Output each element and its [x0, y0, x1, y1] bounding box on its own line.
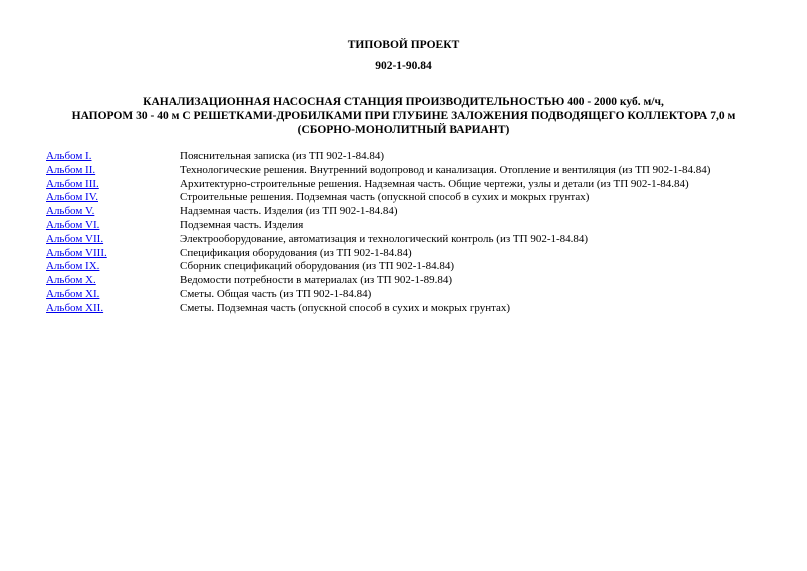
album-description: Спецификация оборудования (из ТП 902-1-84.84): [180, 246, 412, 259]
album-description: Электрооборудование, автоматизация и технологический контроль (из ТП 902-1-84.84): [180, 232, 589, 245]
album-link-12[interactable]: Альбом XII.: [46, 301, 104, 314]
project-title-line-1: КАНАЛИЗАЦИОННАЯ НАСОСНАЯ СТАНЦИЯ ПРОИЗВОДИТЕЛЬНОСТЬЮ 400 - 2000 куб. м/ч,: [143, 96, 664, 108]
album-description: Ведомости потребности в материалах (из ТП 902-1-89.84): [180, 274, 453, 287]
album-row: [46, 233, 786, 247]
album-description: Подземная часть. Изделия: [180, 218, 304, 231]
album-description: Сборник спецификаций оборудования (из ТП 902-1-84.84): [180, 260, 455, 273]
album-description: Строительные решения. Подземная часть (опускной способ в сухих и мокрых грунтах): [180, 191, 590, 204]
album-row: [46, 164, 786, 178]
album-row: [46, 260, 786, 274]
album-row: [46, 178, 786, 192]
album-link-5[interactable]: Альбом V.: [46, 205, 95, 218]
document-type-heading: ТИПОВОЙ ПРОЕКТ: [347, 39, 460, 51]
album-link-6[interactable]: Альбом VI.: [46, 218, 100, 231]
album-link-10[interactable]: Альбом X.: [46, 274, 96, 287]
album-list: [46, 150, 786, 316]
album-link-2[interactable]: Альбом II.: [46, 163, 96, 176]
album-link-11[interactable]: Альбом XI.: [46, 287, 100, 300]
album-row: [46, 247, 786, 261]
album-link-9[interactable]: Альбом IX.: [46, 260, 100, 273]
album-link-3[interactable]: Альбом III.: [46, 177, 99, 190]
album-link-4[interactable]: Альбом IV.: [46, 191, 98, 204]
project-title-line-2: НАПОРОМ 30 - 40 м С РЕШЕТКАМИ-ДРОБИЛКАМИ ПРИ ГЛУБИНЕ ЗАЛОЖЕНИЯ ПОДВОДЯЩЕГО КОЛЛЕКТОРА 7,0 м: [71, 110, 736, 122]
album-row: [46, 288, 786, 302]
album-description: Сметы. Подземная часть (опускной способ в сухих и мокрых грунтах): [180, 301, 511, 314]
document-number: 902-1-90.84: [375, 60, 432, 72]
album-row: [46, 302, 786, 316]
album-description: Пояснительная записка (из ТП 902-1-84.84): [180, 150, 385, 162]
album-description: Сметы. Общая часть (из ТП 902-1-84.84): [180, 287, 372, 300]
album-row: [46, 219, 786, 233]
project-title-line-3: (СБОРНО-МОНОЛИТНЫЙ ВАРИАНТ): [297, 124, 510, 136]
album-link-7[interactable]: Альбом VII.: [46, 232, 104, 245]
album-description: Надземная часть. Изделия (из ТП 902-1-84.84): [180, 205, 398, 218]
album-row: [46, 191, 786, 205]
album-row: [46, 150, 786, 164]
album-link-1[interactable]: Альбом I.: [46, 150, 92, 162]
album-description: Технологические решения. Внутренний водопровод и канализация. Отопление и вентиляция (из ТП 902-1-84.84): [180, 163, 711, 176]
album-description: Архитектурно-строительные решения. Надземная часть. Общие чертежи, узлы и детали (из ТП 902-1-84.84): [180, 177, 689, 190]
album-link-8[interactable]: Альбом VIII.: [46, 246, 107, 259]
album-row: [46, 274, 786, 288]
album-row: [46, 205, 786, 219]
